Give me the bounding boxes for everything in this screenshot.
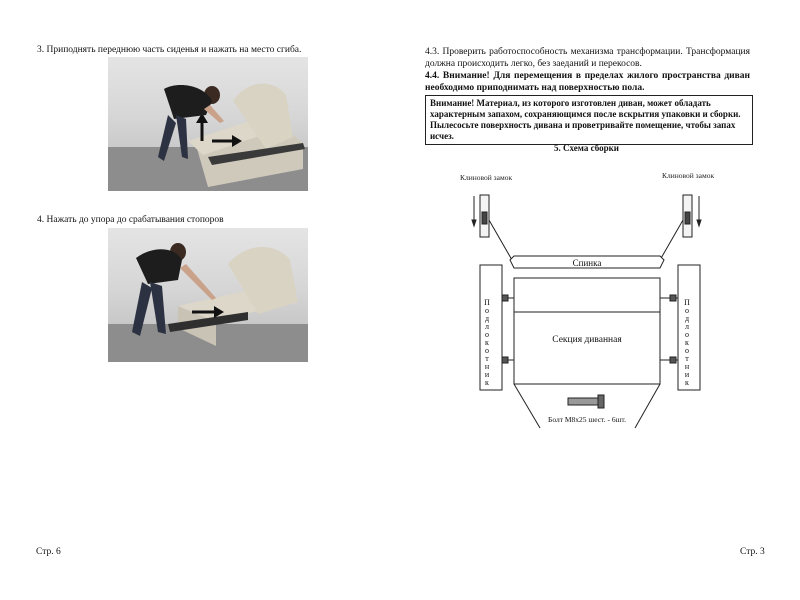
right-page-number: Стр. 3 bbox=[740, 547, 765, 557]
bolt-label: Болт М8х25 шест. - 6шт. bbox=[548, 415, 626, 424]
paragraph-4-4 bbox=[425, 71, 750, 94]
step-4-text: 4. Нажать до упора до срабатывания стопоров bbox=[37, 215, 224, 225]
paragraph-4-3-number: 4.3. bbox=[425, 47, 440, 57]
wedge-lock-right-label: Клиновой замок bbox=[662, 171, 715, 180]
seat-section-label: Секция диванная bbox=[552, 335, 622, 345]
wedge-lock-left-label: Клиновой замок bbox=[460, 173, 513, 182]
armrest-left-label: Подлокотник bbox=[482, 298, 492, 386]
photo-lift-seat bbox=[108, 57, 308, 191]
armrest-right-label: Подлокотник bbox=[682, 298, 692, 386]
seat-section-panel bbox=[514, 278, 660, 384]
photo-press-stoppers bbox=[108, 228, 308, 362]
assembly-diagram bbox=[430, 160, 750, 440]
paragraph-4-4-text: Внимание! Для перемещения в пределах жилого пространства диван необходимо приподнимать над поверхностью пола. bbox=[425, 71, 751, 93]
paragraph-4-3-text: Проверить работоспособность механизма трансформации. Трансформация должна происходить легко, без заеданий и перекосов. bbox=[425, 47, 750, 69]
paragraph-4-4-number: 4.4. bbox=[425, 71, 440, 81]
assembly-scheme-title: 5. Схема сборки bbox=[554, 143, 619, 153]
left-page-number: Стр. 6 bbox=[36, 547, 61, 557]
backrest-label: Спинка bbox=[572, 258, 602, 268]
step-3-text: 3. Приподнять переднюю часть сиденья и нажать на место сгиба. bbox=[37, 45, 302, 55]
bolt-icon bbox=[568, 395, 604, 408]
wedge-lock-left-icon bbox=[472, 195, 489, 237]
wedge-lock-right-icon bbox=[683, 195, 701, 237]
odor-warning-box: Внимание! Материал, из которого изготовлен диван, может обладать характерным запахом, сохраняющимся после вскрытия упаковки и сборки. Пылесосьте поверхность дивана и проветривайте помещение, чтобы запах исчез. bbox=[425, 95, 753, 145]
paragraph-4-3 bbox=[425, 47, 750, 70]
